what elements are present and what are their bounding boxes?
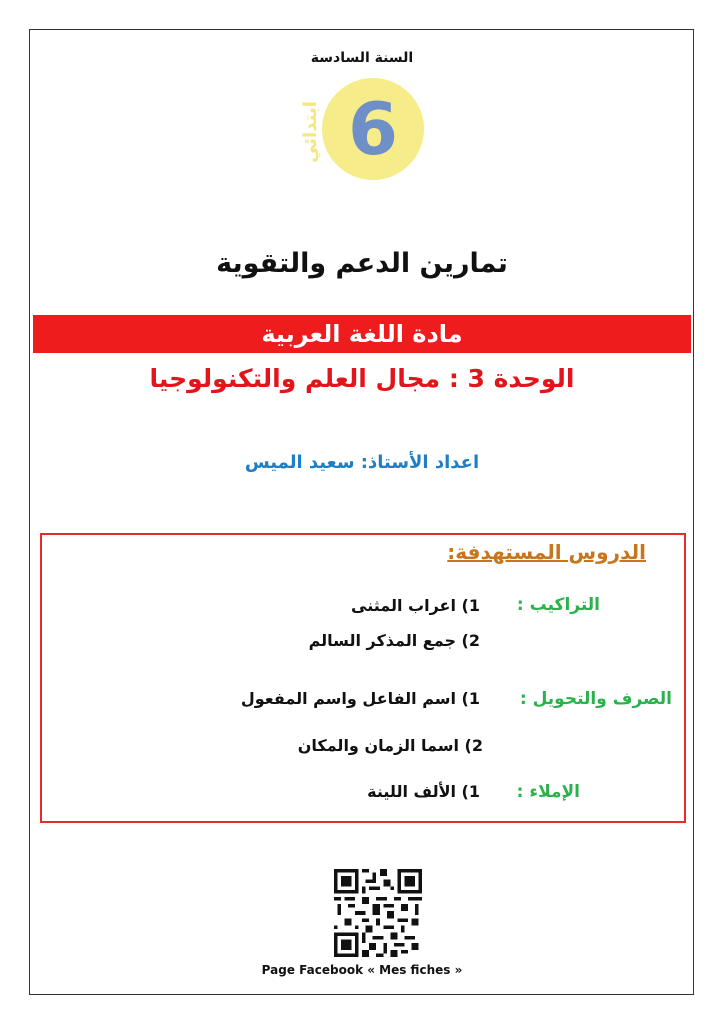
grade-label: السنة السادسة bbox=[310, 50, 414, 66]
unit-title: الوحدة 3 : مجال العلم والتكنولوجيا bbox=[149, 364, 575, 393]
lesson-item: 2) اسما الزمان والمكان bbox=[297, 736, 483, 755]
lessons-heading: الدروس المستهدفة: bbox=[447, 540, 646, 564]
lesson-item: 1) الألف اللينة bbox=[367, 782, 480, 801]
lesson-item: 1) اسم الفاعل واسم المفعول bbox=[240, 689, 480, 708]
category-spelling: الإملاء : bbox=[516, 782, 580, 802]
category-syntax: التراكيب : bbox=[516, 595, 600, 615]
lessons-box bbox=[40, 533, 686, 823]
lesson-item: 1) اعراب المثنى bbox=[351, 596, 480, 615]
facebook-caption: Page Facebook « Mes fiches » bbox=[261, 963, 463, 977]
lesson-item: 2) جمع المذكر السالم bbox=[308, 631, 480, 650]
qr-code-icon bbox=[334, 869, 422, 957]
grade-badge-level: ابتدائي bbox=[300, 101, 321, 163]
author-credit: اعداد الأستاذ: سعيد الميس bbox=[244, 452, 480, 473]
main-title: تمارين الدعم والتقوية bbox=[216, 248, 508, 279]
category-morphology: الصرف والتحويل : bbox=[519, 689, 672, 709]
subject-title: مادة اللغة العربية bbox=[261, 320, 463, 348]
grade-badge-number: 6 bbox=[347, 87, 399, 171]
